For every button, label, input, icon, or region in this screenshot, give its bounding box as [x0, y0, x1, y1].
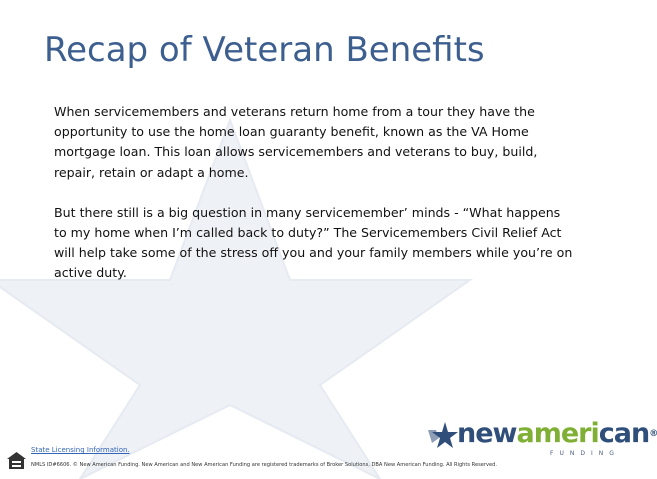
- equal-housing-icon: [6, 451, 27, 471]
- new-american-funding-logo: [428, 417, 657, 467]
- logo-word-accent: ameri: [516, 418, 599, 449]
- legal-disclaimer: NMLS ID#6606. © New American Funding. New American and New American Funding are registered trademarks of Broker Solutions, DBA New American Funding. All Rights Reserved.: [31, 462, 498, 468]
- slide-body: [54, 102, 576, 284]
- star-logo-icon: [428, 421, 458, 449]
- slide-title: Recap of Veteran Benefits: [44, 30, 485, 70]
- logo-tagline: FUNDING: [550, 450, 620, 457]
- registered-mark: ®: [649, 429, 657, 439]
- paragraph-relief-act: But there still is a big question in many servicemember’ minds - “What happens to my home when I’m called back to duty?” The Servicemembers Civil Relief Act will help take some of the stress off you and your family members while you’re on active duty.: [54, 204, 573, 281]
- paragraph-va-loan: When servicemembers and veterans return home from a tour they have the opportunity to use the home loan guaranty benefit, known as the VA Home mortgage loan. This loan allows servicemembers and veterans to buy, build, repair, retain or adapt a home.: [54, 104, 538, 180]
- logo-word-new: new: [457, 418, 517, 449]
- logo-word-end: can: [598, 418, 650, 449]
- logo-wordmark: [457, 417, 657, 451]
- state-licensing-link[interactable]: State Licensing Information.: [31, 446, 130, 454]
